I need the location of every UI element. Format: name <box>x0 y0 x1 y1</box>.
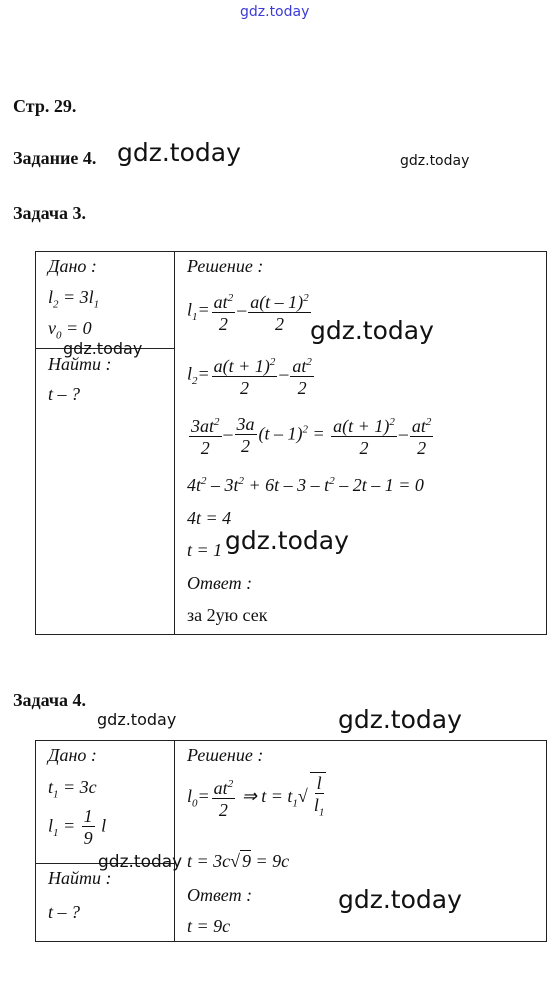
given-label: Дано : <box>48 256 97 276</box>
given-equation: $t_1 = 3c$ <box>48 777 97 801</box>
answer-value: t = 9c <box>187 916 231 936</box>
solution-label: Решение : <box>187 256 264 276</box>
given-equation: $l_1$ = $\frac{1}{9}$ l <box>48 806 107 848</box>
find-value: t – ? <box>48 384 81 404</box>
find-label: Найти : <box>48 868 112 888</box>
answer-value: за 2ую сек <box>187 605 268 625</box>
problem-4-heading: Задача 4. <box>13 690 87 710</box>
equation: $\frac{3at^2}{2}$ – $\frac{3a}{2}$ (t – 1)$^2$ = $\frac{a(t + 1)^2}{2}$ – $\frac{at^2}{2}$ <box>191 414 432 458</box>
answer-label: Ответ : <box>187 573 253 593</box>
given-label: Дано : <box>48 745 97 765</box>
table-divider <box>174 251 175 635</box>
problem-3-heading: Задача 3. <box>13 203 87 223</box>
page-number: Стр. 29. <box>13 96 77 116</box>
find-label: Найти : <box>48 354 112 374</box>
watermark: gdz.today <box>338 705 462 734</box>
solution-label: Решение : <box>187 745 264 765</box>
answer-label: Ответ : <box>187 885 253 905</box>
task-heading: Задание 4. <box>13 148 97 168</box>
find-value: t – ? <box>48 902 81 922</box>
given-equation: $v_0 = 0$ <box>48 318 92 342</box>
watermark: gdz.today <box>400 153 470 169</box>
watermark: gdz.today <box>63 339 143 358</box>
equation: 4t = 4 <box>187 508 232 528</box>
given-equation: $l_2 = 3l_1$ <box>48 287 100 311</box>
problem-4-table <box>35 740 547 942</box>
equation: $4t^2 - 3t^2 + 6t - 3 - t^2 - 2t - 1 = 0$ <box>187 475 424 495</box>
watermark: gdz.today <box>98 852 183 872</box>
equation: $l_2=$ $\frac{a(t + 1)^2}{2}$ – $\frac{at^2}{2}$ <box>187 352 316 399</box>
watermark: gdz.today <box>97 710 177 729</box>
watermark: gdz.today <box>117 138 241 167</box>
equation: t = 1 <box>187 540 223 560</box>
equation: t = 3c√ 9 = 9c <box>187 851 290 871</box>
watermark: gdz.today <box>240 4 310 20</box>
watermark: gdz.today <box>338 885 462 914</box>
equation: $l_1=$ $\frac{at^2}{2}$ – $\frac{a(t - 1)^2}{2}$ <box>187 288 313 335</box>
watermark: gdz.today <box>310 316 434 345</box>
table-divider <box>174 740 175 942</box>
equation: $l_0=$ $\frac{at^2}{2}$ ⇒ $t = t_1√$ $\frac{l}{l_1}$ <box>187 772 328 824</box>
watermark: gdz.today <box>225 526 349 555</box>
